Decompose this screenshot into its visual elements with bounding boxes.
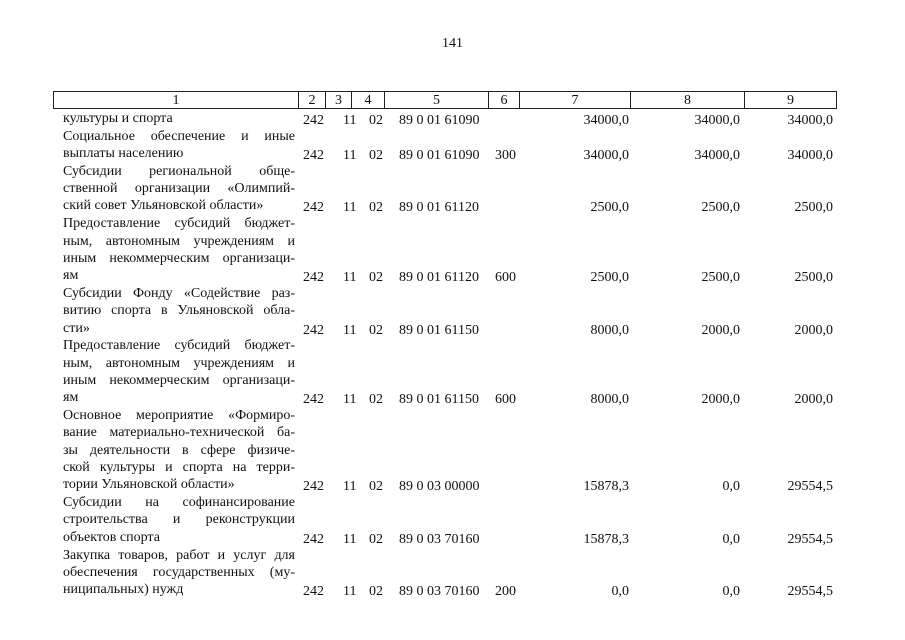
row-description-line: Предоставление субсидий бюджет-: [63, 338, 295, 354]
section-code: 242: [303, 531, 324, 547]
section-code: 242: [303, 113, 324, 128]
value-col-7: 15878,3: [583, 479, 629, 495]
row-description-line: Субсидии Фонду «Содействие раз-: [63, 286, 295, 301]
value-col-8: 34000,0: [694, 148, 740, 164]
value-col-7: 15878,3: [583, 531, 629, 547]
value-col-7: 2500,0: [590, 200, 629, 216]
row-description-line: вание материально-технической ба-: [63, 425, 295, 441]
section-code: 242: [303, 270, 324, 286]
row-description: [63, 547, 295, 599]
value-col-8: 2500,0: [701, 200, 740, 216]
row-description-line: ным, автономным учреждениям и: [63, 355, 295, 371]
row-description-line: ям: [63, 390, 79, 406]
header-col-1: 1: [54, 92, 299, 108]
value-col-9: 2000,0: [794, 322, 833, 338]
expense-type-code: 600: [495, 270, 516, 286]
target-code: 89 0 01 61120: [399, 200, 479, 216]
row-description-line: Закупка товаров, работ и услуг для: [63, 547, 295, 563]
value-col-9: 29554,5: [787, 584, 833, 600]
row-description-line: Социальное обеспечение и иные: [63, 128, 295, 144]
value-col-9: 29554,5: [787, 531, 833, 547]
header-col-4: 4: [352, 92, 385, 108]
section-code: 242: [303, 479, 324, 495]
item-code: 02: [369, 200, 383, 216]
row-description-line: ным, автономным учреждениям и: [63, 233, 295, 249]
row-description-line: тории Ульяновской области»: [63, 477, 235, 493]
row-description: [63, 407, 295, 493]
row-description-line: Субсидии на софинансирование: [63, 495, 295, 511]
value-col-7: 34000,0: [583, 148, 629, 164]
target-code: 89 0 01 61150: [399, 392, 479, 408]
value-col-9: 34000,0: [787, 148, 833, 164]
table-header: [53, 91, 837, 109]
value-col-9: 2500,0: [794, 200, 833, 216]
section-code: 242: [303, 392, 324, 408]
item-code: 02: [369, 531, 383, 547]
item-code: 02: [369, 479, 383, 495]
row-description: [63, 163, 295, 215]
header-col-3: 3: [326, 92, 352, 108]
item-code: 02: [369, 584, 383, 600]
row-description-line: Основное мероприятие «Формиро-: [63, 408, 295, 424]
row-description-line: обеспечения государственных (му-: [63, 564, 295, 580]
row-description-line: зы деятельности в сфере физиче-: [63, 442, 295, 458]
subsection-code: 11: [343, 200, 357, 216]
expense-type-code: 300: [495, 148, 516, 164]
expense-type-code: 600: [495, 392, 516, 408]
value-col-9: 2000,0: [794, 392, 833, 408]
row-description-line: культуры и спорта: [63, 111, 173, 126]
row-description-line: ской культуры и спорта на терри-: [63, 459, 295, 475]
value-col-8: 0,0: [722, 479, 740, 495]
value-col-8: 0,0: [722, 584, 740, 600]
expense-type-code: 200: [495, 584, 516, 600]
value-col-7: 8000,0: [590, 392, 629, 408]
subsection-code: 11: [343, 392, 357, 408]
row-description: [63, 285, 295, 337]
target-code: 89 0 03 70160: [399, 584, 480, 600]
header-col-6: 6: [489, 92, 520, 108]
header-col-7: 7: [520, 92, 631, 108]
value-col-8: 2000,0: [701, 322, 740, 338]
value-col-8: 0,0: [722, 531, 740, 547]
value-col-7: 34000,0: [583, 113, 629, 128]
subsection-code: 11: [343, 322, 357, 338]
value-col-7: 8000,0: [590, 322, 629, 338]
item-code: 02: [369, 392, 383, 408]
row-description: [63, 128, 295, 163]
item-code: 02: [369, 148, 383, 164]
row-description-line: иным некоммерческим организаци-: [63, 372, 295, 388]
row-description: [63, 494, 295, 546]
row-description-line: сти»: [63, 320, 90, 336]
value-col-8: 34000,0: [694, 113, 740, 128]
row-description-line: Предоставление субсидий бюджет-: [63, 216, 295, 232]
header-col-8: 8: [631, 92, 745, 108]
subsection-code: 11: [343, 584, 357, 600]
subsection-code: 11: [343, 531, 357, 547]
value-col-9: 34000,0: [787, 113, 833, 128]
target-code: 89 0 03 00000: [399, 479, 480, 495]
item-code: 02: [369, 322, 383, 338]
row-description-line: строительства и реконструкции: [63, 512, 295, 528]
value-col-7: 0,0: [611, 584, 629, 600]
value-col-9: 2500,0: [794, 270, 833, 286]
section-code: 242: [303, 200, 324, 216]
value-col-8: 2500,0: [701, 270, 740, 286]
target-code: 89 0 01 61120: [399, 270, 479, 286]
page-number: 141: [442, 36, 463, 51]
header-col-9: 9: [787, 93, 794, 108]
section-code: 242: [303, 148, 324, 164]
item-code: 02: [369, 113, 383, 128]
row-description-line: выплаты населению: [63, 146, 184, 162]
row-description-line: иным некоммерческим организаци-: [63, 250, 295, 266]
target-code: 89 0 01 61090: [399, 113, 480, 128]
subsection-code: 11: [343, 270, 357, 286]
item-code: 02: [369, 270, 383, 286]
row-description: [63, 215, 295, 284]
target-code: 89 0 03 70160: [399, 531, 480, 547]
row-description-line: ский совет Ульяновской области»: [63, 198, 264, 214]
section-code: 242: [303, 322, 324, 338]
target-code: 89 0 01 61150: [399, 322, 479, 338]
row-description-line: объектов спорта: [63, 529, 160, 545]
subsection-code: 11: [343, 148, 357, 164]
row-description-line: Субсидии региональной обще-: [63, 163, 295, 179]
row-description: [63, 337, 295, 406]
value-col-9: 29554,5: [787, 479, 833, 495]
row-description-line: витию спорта в Ульяновской обла-: [63, 303, 295, 319]
row-description-line: ственной организации «Олимпий-: [63, 181, 295, 197]
row-description-line: ниципальных) нужд: [63, 582, 184, 598]
header-col-2: 2: [299, 92, 326, 108]
subsection-code: 11: [343, 113, 357, 128]
section-code: 242: [303, 584, 324, 600]
row-description-line: ям: [63, 268, 79, 284]
value-col-7: 2500,0: [590, 270, 629, 286]
row-description: [63, 110, 295, 127]
value-col-8: 2000,0: [701, 392, 740, 408]
header-col-5: 5: [385, 92, 489, 108]
subsection-code: 11: [343, 479, 357, 495]
target-code: 89 0 01 61090: [399, 148, 480, 164]
